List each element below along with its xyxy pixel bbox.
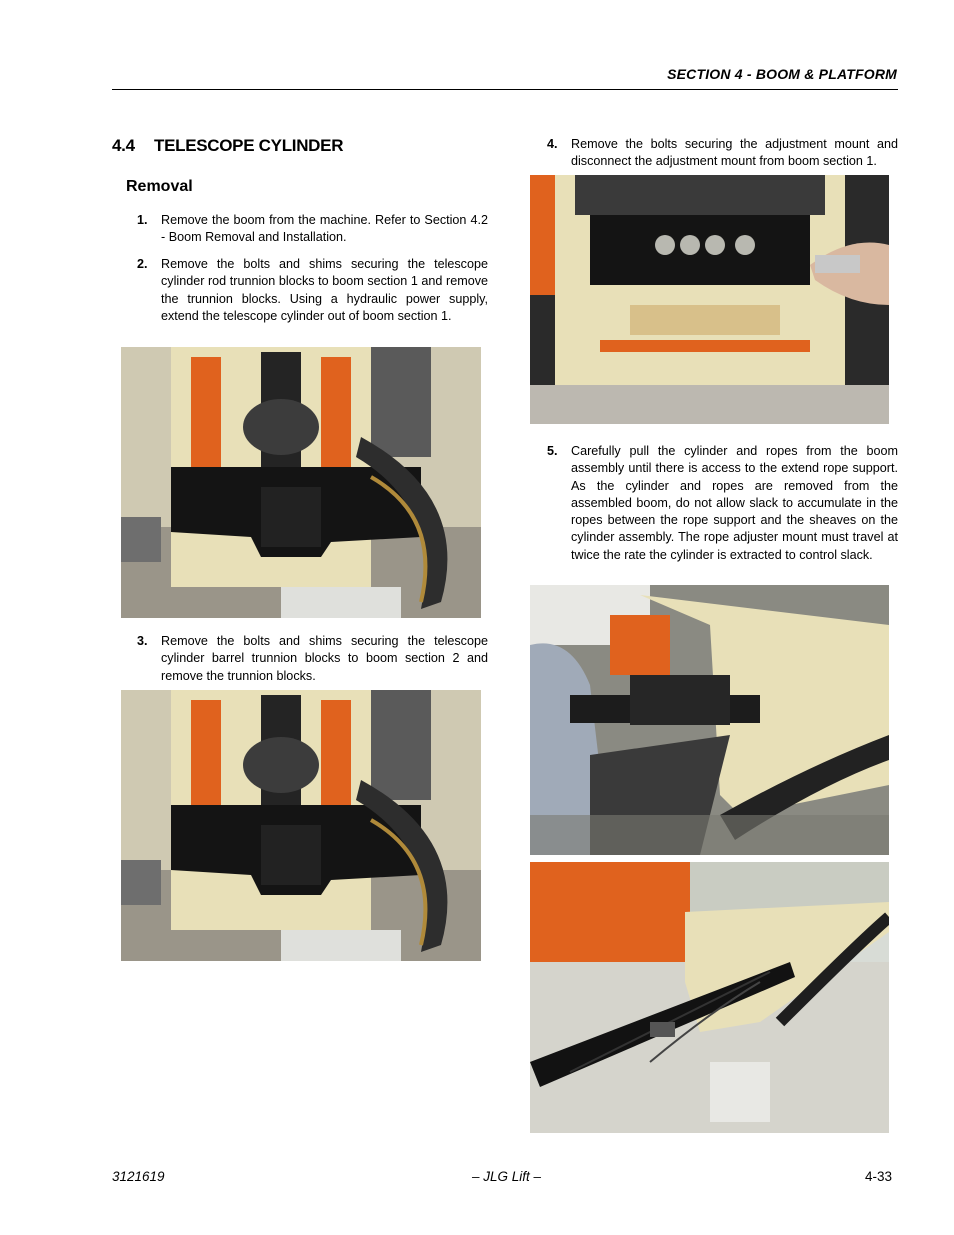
step-1 xyxy=(137,212,488,247)
step-2 xyxy=(137,256,488,325)
footer-doc-number: 3121619 xyxy=(112,1169,165,1184)
footer-brand: – JLG Lift – xyxy=(472,1169,542,1184)
step-number: 4. xyxy=(547,137,558,151)
step-4 xyxy=(547,136,898,171)
step-text: Remove the boom from the machine. Refer to Section 4.2 - Boom Removal and Installation. xyxy=(161,213,488,245)
header-rule xyxy=(112,89,898,90)
photo-pulling-cylinder xyxy=(530,585,889,855)
step-number: 2. xyxy=(137,257,148,271)
step-5 xyxy=(547,443,898,564)
photo-adjustment-mount xyxy=(530,175,889,424)
step-text: Remove the bolts securing the adjustment mount and disconnect the adjustment mount from boom section 1. xyxy=(571,137,898,169)
photo-barrel-trunnion xyxy=(121,690,481,961)
footer-page-number: 4-33 xyxy=(865,1169,893,1184)
photo-rod-trunnion xyxy=(121,347,481,618)
step-text: Carefully pull the cylinder and ropes from the boom assembly until there is access to the extend rope support. As the cylinder and ropes are removed from the assembled boom, do not allow slack to accumulate in the ropes between the rope support and the sheaves on the cylinder assembly. The rope adjuster mount must travel at twice the rate the cylinder is extracted to control slack. xyxy=(571,444,898,562)
step-number: 1. xyxy=(137,213,148,227)
removal-subheading: Removal xyxy=(126,178,193,195)
photo-extracted-cylinder xyxy=(530,862,889,1133)
step-3 xyxy=(137,633,488,685)
section-number: 4.4 xyxy=(112,136,135,155)
section-heading xyxy=(112,136,343,156)
step-number: 3. xyxy=(137,634,148,648)
section-title: TELESCOPE CYLINDER xyxy=(154,136,344,155)
step-text: Remove the bolts and shims securing the telescope cylinder barrel trunnion blocks to boom section 2 and remove the trunnion blocks. xyxy=(161,634,488,683)
step-text: Remove the bolts and shims securing the telescope cylinder rod trunnion blocks to boom section 1 and remove the trunnion blocks. Using a hydraulic power supply, extend the telescope cylinder out of boom section 1. xyxy=(161,257,488,323)
section-header-title: SECTION 4 - BOOM & PLATFORM xyxy=(667,66,897,82)
step-number: 5. xyxy=(547,444,558,458)
